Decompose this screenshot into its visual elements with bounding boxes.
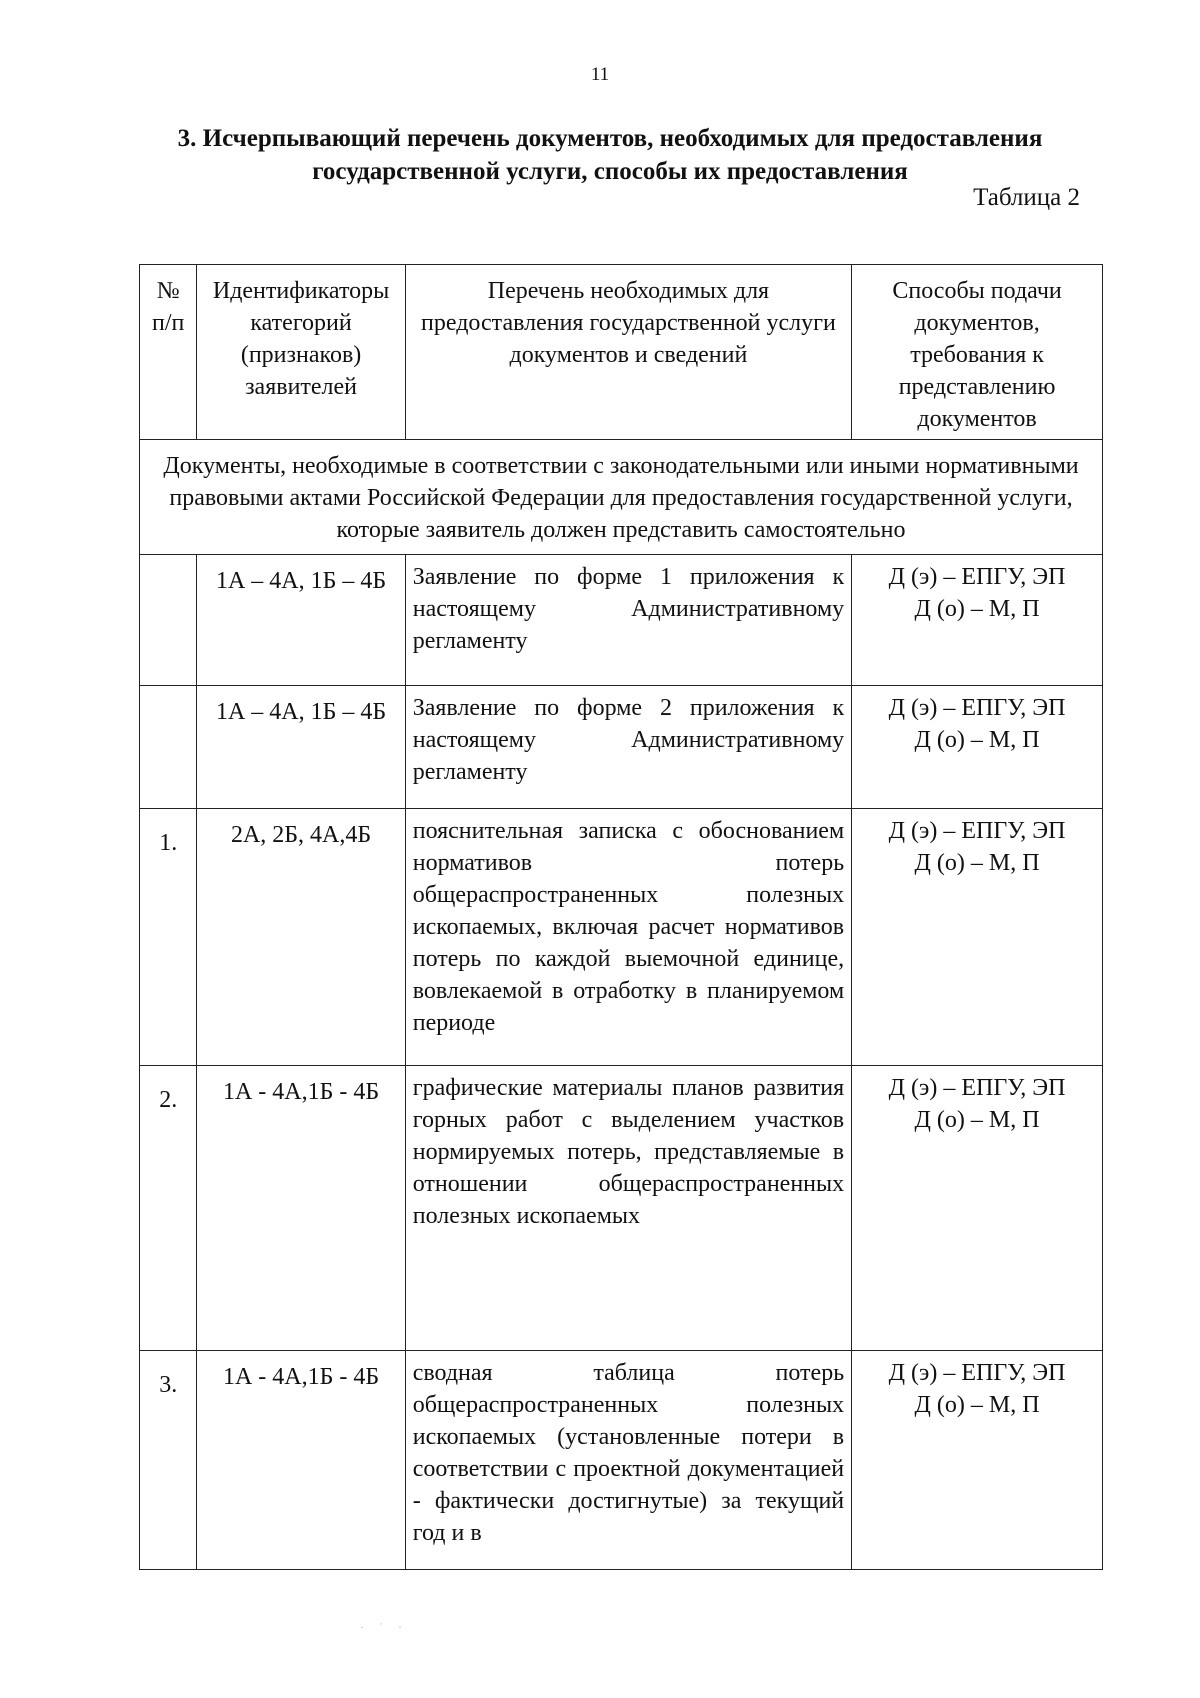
section-heading: 3. Исчерпывающий перечень документов, необходимых для предоставления государственной услуги, способы их предоставления xyxy=(177,125,1043,185)
table-row xyxy=(140,1066,1103,1351)
header-submission-methods: Способы подачи документов, требования к представлению документов xyxy=(852,265,1103,440)
table-label: Таблица 2 xyxy=(973,184,1080,211)
method-paper: Д (о) – М, П xyxy=(914,596,1040,622)
method-electronic: Д (э) – ЕПГУ, ЭП xyxy=(888,695,1066,721)
row-submission-methods xyxy=(852,1351,1103,1570)
method-electronic: Д (э) – ЕПГУ, ЭП xyxy=(888,564,1066,590)
row-document: графические материалы планов развития горных работ с выделением участков нормируемых потерь, представляемые в отношении общераспространенных полезных ископаемых xyxy=(405,1066,851,1351)
row-categories: 1А - 4А,1Б - 4Б xyxy=(197,1066,405,1351)
row-categories: 1А – 4А, 1Б – 4Б xyxy=(197,686,405,809)
row-document: Заявление по форме 1 приложения к настоящему Административному регламенту xyxy=(405,555,851,686)
table-row xyxy=(140,686,1103,809)
row-document: сводная таблица потерь общераспространенных полезных ископаемых (установленные потери в соответствии с проектной документацией - фактически достигнутые) за текущий год и в xyxy=(405,1351,851,1570)
table-row xyxy=(140,1351,1103,1570)
header-number: № п/п xyxy=(140,265,197,440)
table-header-row xyxy=(140,265,1103,440)
row-number xyxy=(140,555,197,686)
method-electronic: Д (э) – ЕПГУ, ЭП xyxy=(888,1360,1066,1386)
scan-specks: · ˙ · xyxy=(360,1620,408,1634)
row-categories: 1А – 4А, 1Б – 4Б xyxy=(197,555,405,686)
method-electronic: Д (э) – ЕПГУ, ЭП xyxy=(888,818,1066,844)
method-electronic: Д (э) – ЕПГУ, ЭП xyxy=(888,1075,1066,1101)
row-document: Заявление по форме 2 приложения к настоящему Административному регламенту xyxy=(405,686,851,809)
section-title: Документы, необходимые в соответствии с законодательными или иными нормативными правовыми актами Российской Федерации для предоставления государственной услуги, которые заявитель должен представить самостоятельно xyxy=(140,440,1103,555)
row-number: 2. xyxy=(140,1066,197,1351)
row-submission-methods xyxy=(852,1066,1103,1351)
method-paper: Д (о) – М, П xyxy=(914,850,1040,876)
row-submission-methods xyxy=(852,686,1103,809)
header-documents: Перечень необходимых для предоставления государственной услуги документов и сведений xyxy=(405,265,851,440)
header-categories: Идентификаторы категорий (признаков) заявителей xyxy=(197,265,405,440)
row-number: 1. xyxy=(140,809,197,1066)
table-row xyxy=(140,809,1103,1066)
row-number: 3. xyxy=(140,1351,197,1570)
row-submission-methods xyxy=(852,555,1103,686)
row-number xyxy=(140,686,197,809)
row-categories: 2А, 2Б, 4А,4Б xyxy=(197,809,405,1066)
row-document: пояснительная записка с обоснованием нормативов потерь общераспространенных полезных ископаемых, включая расчет нормативов потерь по каждой выемочной единице, вовлекаемой в отработку в планируемом периоде xyxy=(405,809,851,1066)
section-row xyxy=(140,440,1103,555)
documents-table xyxy=(139,264,1103,1570)
page-number: 11 xyxy=(590,64,610,85)
method-paper: Д (о) – М, П xyxy=(914,1392,1040,1418)
method-paper: Д (о) – М, П xyxy=(914,1107,1040,1133)
table-row xyxy=(140,555,1103,686)
row-categories: 1А - 4А,1Б - 4Б xyxy=(197,1351,405,1570)
method-paper: Д (о) – М, П xyxy=(914,727,1040,753)
row-submission-methods xyxy=(852,809,1103,1066)
